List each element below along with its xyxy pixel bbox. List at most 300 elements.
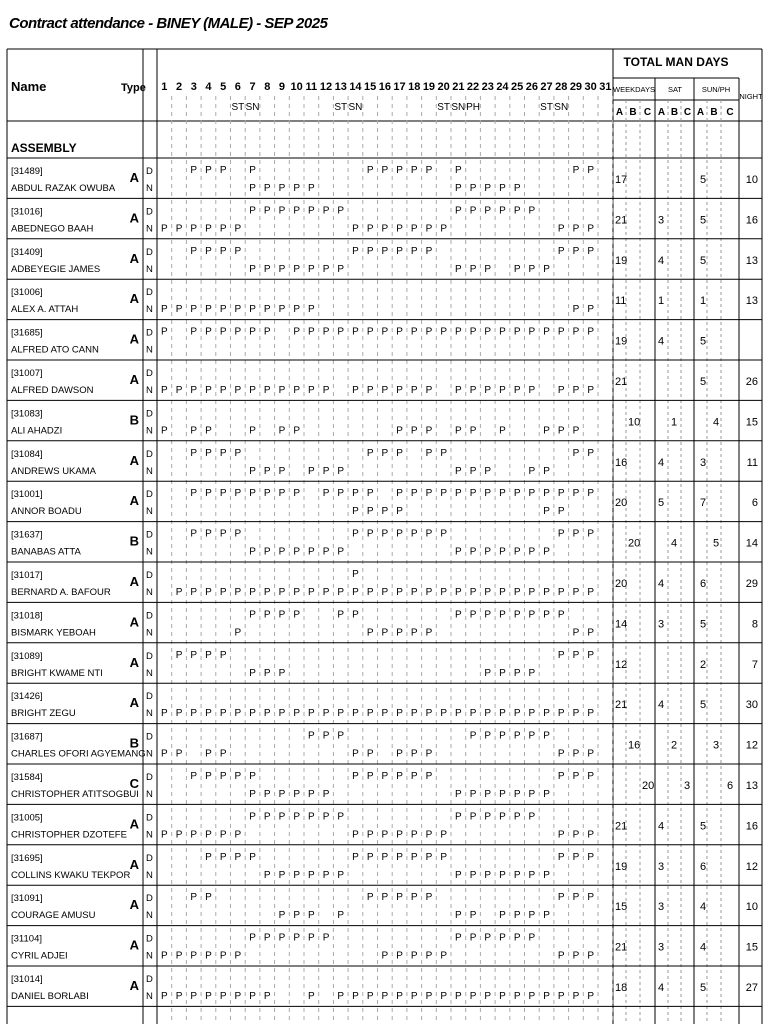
night-shift-label: N (146, 708, 153, 720)
attendance-mark-day: P (161, 326, 168, 338)
day-header-7: 7 (249, 81, 256, 93)
total-sat: 3 (658, 860, 665, 873)
total-sunph: 5 (700, 376, 707, 388)
attendance-mark-night: P (499, 546, 506, 558)
total-night: 6 (751, 497, 758, 510)
attendance-mark-night: P (278, 708, 286, 720)
day-header-24: 24 (496, 81, 509, 93)
attendance-mark-day: P (425, 771, 433, 782)
attendance-mark-day: P (587, 528, 594, 540)
attendance-mark-night: P (278, 385, 286, 396)
attendance-mark-day: P (205, 165, 212, 176)
employee-type: A (129, 937, 139, 953)
attendance-mark-day: P (572, 851, 580, 863)
attendance-mark-day: P (219, 165, 227, 176)
employee-type: A (129, 291, 139, 307)
employee-id: [31006] (11, 287, 43, 299)
attendance-mark-day: P (410, 528, 418, 540)
attendance-mark-night: P (396, 627, 403, 639)
attendance-mark-day: P (572, 165, 580, 176)
attendance-mark-night: P (249, 667, 256, 679)
total-sat: 4 (658, 456, 665, 469)
attendance-mark-day: P (587, 245, 594, 257)
attendance-mark-night: P (190, 223, 198, 235)
day-shift-label: D (146, 448, 153, 460)
attendance-mark-day: P (587, 447, 594, 459)
attendance-mark-night: P (587, 708, 594, 720)
attendance-mark-night: P (308, 385, 315, 396)
attendance-mark-night: P (308, 263, 315, 275)
employee-type: A (129, 816, 139, 832)
attendance-mark-day: P (396, 165, 403, 176)
attendance-mark-day: P (190, 649, 198, 661)
attendance-mark-day: P (219, 528, 227, 540)
day-header-5: 5 (220, 81, 227, 93)
total-night: 8 (751, 618, 758, 631)
attendance-mark-night: P (469, 546, 477, 558)
attendance-mark-day: P (205, 245, 212, 257)
attendance-mark-day: P (528, 730, 536, 742)
day-header-31: 31 (599, 81, 612, 93)
total-man-days-header: TOTAL MAN DAYS (623, 55, 729, 69)
sat-header: SAT (667, 85, 683, 94)
attendance-mark-day: P (308, 811, 315, 823)
attendance-mark-night: P (440, 587, 447, 598)
employee-id: [31409] (11, 246, 43, 258)
attendance-mark-day: P (587, 649, 594, 661)
attendance-mark-night: P (205, 748, 212, 760)
day-header-12: 12 (319, 81, 333, 93)
attendance-mark-day: P (263, 811, 271, 823)
attendance-mark-night: P (469, 708, 477, 720)
attendance-mark-day: P (205, 649, 212, 661)
attendance-mark-night: P (381, 627, 389, 639)
total-weekdays: 19 (615, 335, 628, 348)
attendance-mark-night: P (337, 708, 345, 720)
employee-id: [31084] (11, 448, 43, 460)
attendance-mark-night: P (322, 263, 330, 275)
attendance-mark-day: P (499, 932, 506, 944)
total-sunph: 3 (700, 456, 707, 469)
attendance-mark-night: P (455, 385, 462, 396)
attendance-mark-day: P (499, 326, 506, 338)
attendance-mark-day: P (190, 771, 198, 782)
attendance-mark-day: P (381, 245, 389, 257)
attendance-mark-night: P (366, 708, 374, 720)
employee-name: BRIGHT KWAME NTI (11, 667, 103, 679)
attendance-mark-night: P (337, 991, 345, 1002)
employee-name: ABDUL RAZAK OWUBA (11, 183, 116, 194)
attendance-mark-night: P (205, 587, 212, 598)
attendance-mark-night: P (410, 991, 418, 1002)
night-shift-label: N (146, 950, 153, 962)
attendance-mark-day: P (543, 326, 550, 338)
attendance-mark-day: P (587, 326, 594, 338)
attendance-mark-night: P (455, 263, 462, 275)
attendance-mark-night: P (484, 183, 492, 194)
attendance-mark-night: P (469, 789, 477, 800)
total-night: 10 (745, 174, 758, 186)
attendance-mark-night: P (499, 385, 506, 396)
attendance-mark-night: P (396, 748, 403, 760)
attendance-mark-night: P (381, 223, 389, 235)
attendance-mark-day: P (249, 609, 256, 621)
total-sat: 2 (671, 739, 678, 752)
attendance-mark-night: P (557, 748, 565, 760)
day-shift-label: D (146, 327, 153, 339)
total-sunph: 5 (700, 820, 707, 833)
day-header-6: 6 (234, 81, 241, 93)
attendance-mark-night: P (587, 587, 594, 598)
attendance-mark-day: P (249, 932, 256, 944)
day-header-28: 28 (555, 81, 568, 93)
attendance-mark-night: P (249, 425, 256, 437)
attendance-mark-night: P (572, 829, 580, 841)
attendance-mark-night: P (528, 385, 536, 396)
attendance-mark-night: P (499, 667, 506, 679)
attendance-mark-night: P (308, 546, 315, 558)
attendance-mark-night: P (366, 587, 374, 598)
attendance-mark-day: P (425, 165, 433, 176)
day-shift-label: D (146, 852, 153, 864)
attendance-mark-day: P (293, 811, 300, 823)
attendance-mark-night: P (205, 991, 212, 1002)
day-header-3: 3 (190, 81, 197, 93)
employee-id: [31685] (11, 327, 43, 339)
total-sunph: 2 (700, 658, 707, 671)
table-row (11, 609, 758, 638)
attendance-mark-night: P (410, 587, 418, 598)
total-sat: 4 (658, 335, 665, 348)
attendance-mark-night: P (587, 950, 594, 962)
attendance-mark-day: P (352, 771, 359, 782)
attendance-mark-night: P (381, 991, 389, 1002)
attendance-mark-night: P (219, 950, 227, 962)
employee-type: A (129, 978, 139, 993)
attendance-mark-day: P (219, 851, 227, 863)
attendance-mark-day: P (469, 730, 477, 742)
total-sat: 5 (658, 497, 665, 510)
employee-name: ANDREWS UKAMA (11, 465, 96, 477)
attendance-mark-night: P (205, 385, 212, 396)
attendance-mark-night: P (469, 991, 477, 1002)
night-shift-label: N (146, 183, 153, 194)
attendance-mark-night: P (263, 546, 271, 558)
night-shift-label: N (146, 506, 153, 518)
attendance-mark-day: P (557, 649, 565, 661)
day-shift-label: D (146, 610, 153, 622)
attendance-mark-day: P (366, 447, 374, 459)
attendance-mark-night: P (484, 263, 492, 275)
attendance-mark-day: P (219, 447, 227, 459)
sunph-header: SUN/PH (701, 85, 731, 94)
attendance-mark-day: P (293, 326, 300, 338)
attendance-mark-night: P (263, 385, 271, 396)
attendance-mark-night: P (410, 223, 418, 235)
attendance-mark-night: P (293, 425, 300, 437)
total-sunph: 4 (713, 416, 720, 429)
attendance-mark-day: P (499, 811, 506, 823)
attendance-mark-night: P (543, 465, 550, 477)
attendance-mark-night: P (410, 748, 418, 760)
attendance-mark-day: P (425, 488, 433, 500)
attendance-mark-day: P (234, 851, 242, 863)
attendance-mark-night: P (381, 385, 389, 396)
attendance-mark-night: P (308, 910, 315, 922)
attendance-mark-day: P (410, 771, 418, 782)
total-night: 11 (746, 456, 758, 469)
attendance-mark-day: P (469, 811, 477, 823)
day-shift-label: D (146, 287, 153, 299)
employee-type: A (129, 493, 139, 509)
employee-id: [31018] (11, 610, 43, 622)
total-night: 26 (745, 376, 758, 388)
attendance-mark-night: P (249, 991, 256, 1002)
attendance-mark-day: P (308, 326, 315, 338)
total-sat: 3 (658, 618, 665, 631)
attendance-mark-night: P (572, 304, 580, 316)
attendance-mark-night: P (234, 829, 242, 841)
attendance-mark-night: P (469, 385, 477, 396)
attendance-mark-day: P (352, 569, 359, 580)
employee-type: B (129, 412, 139, 428)
attendance-mark-day: P (396, 326, 403, 338)
attendance-mark-night: P (249, 304, 256, 316)
total-night: 29 (745, 578, 758, 590)
attendance-mark-night: P (175, 748, 183, 760)
attendance-mark-night: P (513, 667, 521, 679)
attendance-mark-day: P (205, 771, 212, 782)
attendance-mark-day: P (410, 892, 418, 904)
total-weekdays: 20 (615, 578, 628, 590)
attendance-mark-night: P (219, 829, 227, 841)
shift-letter-wd-C: C (643, 107, 652, 118)
attendance-mark-night: P (499, 869, 506, 881)
night-shift-label: N (146, 223, 153, 235)
employee-id: [31489] (11, 166, 43, 177)
attendance-mark-day: P (587, 851, 594, 863)
employee-type: A (129, 250, 139, 266)
attendance-mark-night: P (308, 991, 315, 1002)
attendance-mark-day: P (219, 245, 227, 257)
night-shift-label: N (146, 304, 153, 316)
attendance-mark-night: P (175, 385, 183, 396)
total-night: 14 (745, 537, 758, 550)
night-shift-label: N (146, 869, 153, 881)
attendance-mark-night: P (572, 385, 580, 396)
attendance-mark-day: P (484, 811, 492, 823)
attendance-mark-night: P (528, 708, 536, 720)
attendance-mark-day: P (557, 488, 565, 500)
total-sat: 1 (658, 295, 665, 308)
attendance-mark-day: P (499, 609, 506, 621)
day-header-17: 17 (393, 81, 406, 93)
table-row (11, 650, 758, 679)
attendance-mark-night: P (366, 506, 374, 518)
table-row (11, 731, 758, 760)
attendance-mark-day: P (484, 488, 492, 500)
employee-id: [31007] (11, 368, 43, 379)
attendance-mark-day: P (278, 609, 286, 621)
employee-name: BRIGHT ZEGU (11, 708, 76, 720)
attendance-mark-night: P (337, 263, 345, 275)
attendance-mark-night: P (499, 910, 506, 922)
attendance-mark-day: P (410, 165, 418, 176)
attendance-mark-night: P (381, 950, 389, 962)
attendance-mark-day: P (249, 811, 256, 823)
attendance-mark-night: P (425, 829, 433, 841)
attendance-mark-day: P (528, 932, 536, 944)
attendance-mark-day: P (263, 488, 271, 500)
attendance-mark-day: P (469, 609, 477, 621)
attendance-mark-day: P (499, 488, 506, 500)
attendance-mark-night: P (587, 223, 594, 235)
total-sat: 3 (658, 941, 665, 954)
attendance-mark-night: P (366, 627, 374, 639)
attendance-mark-day: P (205, 326, 212, 338)
attendance-mark-night: P (278, 910, 286, 922)
attendance-mark-day: P (366, 528, 374, 540)
attendance-mark-night: P (190, 385, 198, 396)
attendance-mark-night: P (425, 385, 433, 396)
attendance-mark-night: P (425, 950, 433, 962)
attendance-mark-day: P (249, 165, 256, 176)
attendance-mark-night: P (410, 708, 418, 720)
night-shift-label: N (146, 627, 153, 639)
attendance-mark-night: P (455, 465, 462, 477)
day-mark-27: ST (540, 102, 553, 113)
shift-letter-wd-B: B (629, 107, 637, 118)
table-row (11, 771, 758, 800)
attendance-mark-day: P (484, 730, 492, 742)
attendance-mark-night: P (308, 587, 315, 598)
attendance-mark-night: P (587, 991, 594, 1002)
attendance-mark-day: P (308, 205, 315, 217)
attendance-mark-night: P (396, 708, 403, 720)
attendance-mark-night: P (161, 223, 168, 235)
night-shift-label: N (146, 546, 153, 558)
attendance-mark-day: P (308, 932, 315, 944)
attendance-mark-night: P (234, 223, 242, 235)
employee-name: CYRIL ADJEI (11, 950, 68, 962)
total-night: 30 (745, 699, 758, 712)
attendance-mark-day: P (278, 932, 286, 944)
employee-type: B (129, 735, 139, 751)
attendance-mark-night: P (249, 385, 256, 396)
attendance-mark-day: P (572, 649, 580, 661)
table-row (11, 165, 758, 194)
attendance-mark-night: P (484, 385, 492, 396)
attendance-mark-night: P (278, 183, 286, 194)
attendance-mark-night: P (543, 506, 550, 518)
attendance-mark-night: P (249, 587, 256, 598)
total-weekdays: 14 (615, 618, 628, 631)
total-sat: 3 (684, 780, 691, 792)
attendance-mark-day: P (337, 811, 345, 823)
attendance-mark-day: P (308, 730, 315, 742)
attendance-mark-day: P (572, 245, 580, 257)
shift-letter-sun-C: C (726, 107, 734, 118)
employee-name: CHARLES OFORI AGYEMANG (11, 748, 146, 760)
attendance-mark-day: P (249, 488, 256, 500)
table-row (11, 569, 758, 598)
attendance-mark-night: P (308, 183, 315, 194)
attendance-mark-night: P (572, 223, 580, 235)
attendance-mark-day: P (278, 811, 286, 823)
employee-type: A (129, 897, 139, 913)
attendance-mark-night: P (469, 587, 477, 598)
total-sunph: 3 (713, 739, 720, 752)
employee-id: [31584] (11, 772, 43, 783)
attendance-mark-night: P (469, 465, 477, 477)
attendance-mark-night: P (234, 950, 242, 962)
employee-name: BERNARD A. BAFOUR (11, 587, 111, 598)
total-sunph: 5 (700, 174, 707, 186)
attendance-mark-night: P (425, 748, 433, 760)
attendance-mark-day: P (219, 649, 227, 661)
attendance-mark-night: P (543, 587, 550, 598)
day-header-8: 8 (264, 81, 271, 93)
attendance-mark-night: P (440, 950, 447, 962)
attendance-mark-day: P (587, 488, 594, 500)
attendance-mark-day: P (337, 326, 345, 338)
employee-name: COURAGE AMUSU (11, 910, 96, 922)
attendance-mark-day: P (513, 730, 521, 742)
attendance-mark-day: P (190, 245, 198, 257)
attendance-mark-night: P (190, 829, 198, 841)
employee-type: A (129, 210, 139, 226)
total-weekdays: 21 (615, 214, 628, 227)
attendance-mark-night: P (499, 991, 506, 1002)
attendance-mark-day: P (205, 488, 212, 500)
attendance-mark-day: P (219, 488, 227, 500)
employee-name: ABEDNEGO BAAH (11, 223, 94, 235)
attendance-mark-day: P (190, 488, 198, 500)
total-night: 13 (745, 780, 758, 792)
attendance-mark-day: P (366, 165, 374, 176)
attendance-mark-night: P (513, 263, 521, 275)
attendance-mark-day: P (543, 609, 550, 621)
attendance-mark-night: P (278, 263, 286, 275)
employee-type: A (129, 170, 139, 185)
attendance-mark-night: P (352, 991, 359, 1002)
day-shift-label: D (146, 772, 153, 783)
day-shift-label: D (146, 650, 153, 662)
attendance-mark-night: P (484, 991, 492, 1002)
attendance-mark-day: P (455, 932, 462, 944)
attendance-mark-night: P (175, 587, 183, 598)
attendance-mark-night: P (587, 748, 594, 760)
attendance-mark-day: P (205, 447, 212, 459)
attendance-mark-night: P (366, 829, 374, 841)
attendance-mark-day: P (249, 851, 256, 863)
attendance-mark-night: P (572, 748, 580, 760)
day-header-4: 4 (205, 81, 212, 93)
attendance-mark-day: P (410, 245, 418, 257)
night-shift-label: N (146, 991, 153, 1002)
attendance-mark-day: P (513, 811, 521, 823)
attendance-mark-day: P (440, 528, 447, 540)
attendance-mark-night: P (190, 425, 198, 437)
attendance-mark-day: P (278, 488, 286, 500)
attendance-mark-day: P (543, 730, 550, 742)
total-sat: 3 (658, 901, 665, 914)
day-header-26: 26 (525, 81, 538, 93)
attendance-mark-night: P (513, 789, 521, 800)
total-sunph: 7 (700, 497, 707, 510)
attendance-mark-day: P (352, 245, 359, 257)
attendance-mark-day: P (484, 609, 492, 621)
